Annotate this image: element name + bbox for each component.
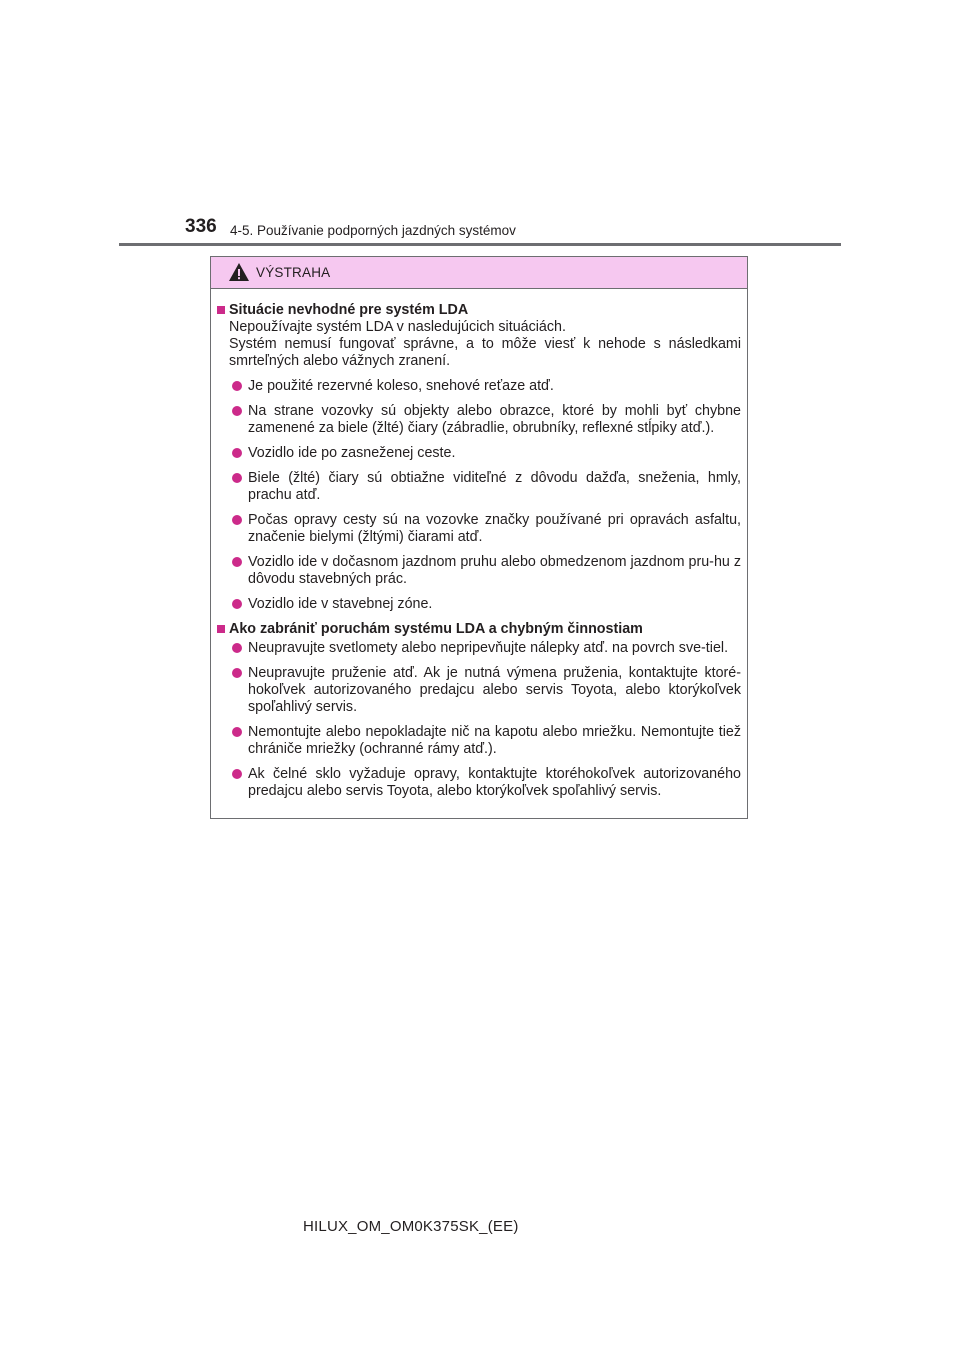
dot-bullet-icon [232,381,242,391]
dot-bullet-icon [232,727,242,737]
dot-bullet-icon [232,668,242,678]
list-item [217,470,741,504]
list-item [217,445,741,462]
bullet-list [217,640,741,800]
dot-bullet-icon [232,557,242,567]
intro-line: Systém nemusí fungovať správne, a to môže viesť k nehode s následkami smrteľných alebo vážnych zranení. [229,336,741,369]
list-item-text: Neupravujte svetlomety alebo nepripevňujte nálepky atď. na povrch sve-tiel. [248,640,729,656]
list-item [217,640,741,657]
warning-box [210,256,748,819]
section-heading [217,621,741,638]
list-item-text: Vozidlo ide v stavebnej zóne. [248,596,433,612]
warning-label: VÝSTRAHA [256,265,331,280]
square-bullet-icon [217,625,225,633]
footer-code: HILUX_OM_OM0K375SK_(EE) [303,1218,519,1235]
dot-bullet-icon [232,448,242,458]
section-prevent-malfunctions [217,621,741,800]
list-item-text: Neupravujte pruženie atď. Ak je nutná výmena pruženia, kontaktujte ktoré-hokoľvek autorizovaného predajcu alebo servis Toyota, alebo ktorýkoľvek spoľahlivý servis. [248,665,741,715]
section-title: 4-5. Používanie podporných jazdných systémov [230,223,516,238]
list-item [217,403,741,437]
page-number: 336 [185,216,217,237]
bullet-list [217,378,741,613]
list-item-text: Vozidlo ide v dočasnom jazdnom pruhu alebo obmedzenom jazdnom pru-hu z dôvodu stavebných prác. [248,554,741,587]
section-heading-text: Situácie nevhodné pre systém LDA [229,302,469,318]
list-item-text: Biele (žlté) čiary sú obtiažne viditeľné z dôvodu dažďa, sneženia, hmly, prachu atď. [248,470,741,503]
dot-bullet-icon [232,406,242,416]
list-item [217,724,741,758]
warning-triangle-icon [228,262,250,282]
dot-bullet-icon [232,473,242,483]
list-item [217,554,741,588]
section-heading [217,302,741,319]
list-item-text: Nemontujte alebo nepokladajte nič na kapotu alebo mriežku. Nemontujte tiež chrániče mriežky (ochranné rámy atď.). [248,724,741,757]
dot-bullet-icon [232,643,242,653]
warning-body [211,289,747,800]
intro-line: Nepoužívajte systém LDA v nasledujúcich situáciách. [229,319,566,335]
list-item [217,766,741,800]
list-item [217,378,741,395]
section-intro [217,319,741,370]
list-item [217,665,741,716]
dot-bullet-icon [232,599,242,609]
list-item-text: Na strane vozovky sú objekty alebo obrazce, ktoré by mohli byť chybne zamenené za biele (žlté) čiary (zábradlie, obrubníky, reflexné stĺpiky atď.). [248,403,741,436]
list-item [217,512,741,546]
list-item-text: Ak čelné sklo vyžaduje opravy, kontaktujte ktoréhokoľvek autorizovaného predajcu alebo servis Toyota, alebo ktorýkoľvek spoľahlivý servis. [248,766,741,799]
section-unsuitable-situations [217,302,741,613]
dot-bullet-icon [232,769,242,779]
warning-header [211,257,747,289]
list-item-text: Počas opravy cesty sú na vozovke značky používané pri opravách asfaltu, značenie bielymi (žltými) čiarami atď. [248,512,741,545]
square-bullet-icon [217,306,225,314]
list-item-text: Je použité rezervné koleso, snehové reťaze atď. [248,378,554,394]
header-rule [119,243,841,246]
dot-bullet-icon [232,515,242,525]
list-item-text: Vozidlo ide po zasneženej ceste. [248,445,456,461]
section-heading-text: Ako zabrániť poruchám systému LDA a chybným činnostiam [229,621,643,637]
list-item [217,596,741,613]
